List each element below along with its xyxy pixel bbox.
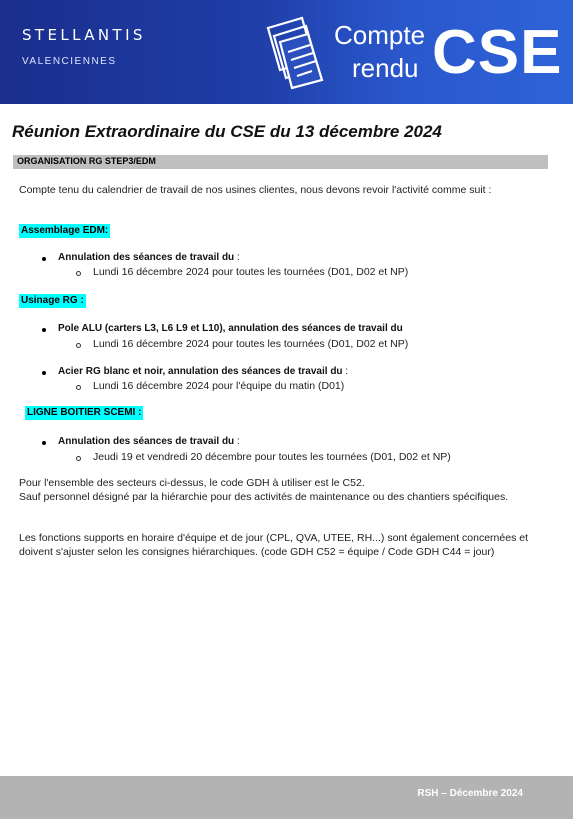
closing-line-code: Pour l'ensemble des secteurs ci-dessus, le code GDH à utiliser est le C52. xyxy=(19,477,365,489)
group-item-heading: Pole ALU (carters L3, L6 L9 et L10), annulation des séances de travail du xyxy=(58,323,403,334)
section-heading: ORGANISATION RG STEP3/EDM xyxy=(17,156,156,166)
page-title: Réunion Extraordinaire du CSE du 13 décembre 2024 xyxy=(12,122,442,141)
intro-paragraph: Compte tenu du calendrier de travail de nos usines clientes, nous devons revoir l'activité comme suit : xyxy=(19,184,492,196)
group-item-detail: Lundi 16 décembre 2024 pour l'équipe du matin (D01) xyxy=(93,380,345,392)
sub-bullet-icon xyxy=(76,271,81,276)
header-tagline-rendu: rendu xyxy=(352,53,419,83)
bullet-icon xyxy=(42,328,46,332)
group-label-usinage: Usinage RG : xyxy=(21,295,84,306)
footer-text: RSH – Décembre 2024 xyxy=(417,788,523,799)
group-label-assemblage: Assemblage EDM: xyxy=(21,225,109,236)
closing-paragraph-2: Les fonctions supports en horaire d'équipe et de jour (CPL, QVA, UTEE, RH...) sont également concernées et doivent s'ajuster selon les consignes hiérarchiques. (code GDH C52 = équipe / Code GDH C44 = jour) xyxy=(19,532,528,558)
bullet-icon xyxy=(42,441,46,445)
group-item-detail: Lundi 16 décembre 2024 pour toutes les tournées (D01, D02 et NP) xyxy=(93,338,409,350)
group-label-ligne-boitier: LIGNE BOITIER SCEMI : xyxy=(27,407,142,418)
header-acronym: CSE xyxy=(432,18,563,87)
group-item-heading: Acier RG blanc et noir, annulation des séances de travail du : xyxy=(58,366,349,377)
footer-bar xyxy=(0,776,573,819)
brand-logo: STELLANTIS xyxy=(22,26,146,44)
group-item-heading: Annulation des séances de travail du : xyxy=(58,252,240,263)
header-tagline-compte: Compte xyxy=(334,20,426,50)
group-item-heading: Annulation des séances de travail du : xyxy=(58,436,240,447)
sub-bullet-icon xyxy=(76,343,81,348)
sub-bullet-icon xyxy=(76,385,81,390)
bullet-icon xyxy=(42,371,46,375)
site-name: VALENCIENNES xyxy=(22,56,117,67)
closing-line-exception: Sauf personnel désigné par la hiérarchie pour des activités de maintenance ou des chantiers spécifiques. xyxy=(19,491,509,503)
closing-paragraph-1 xyxy=(19,476,539,504)
section-heading-bar xyxy=(13,155,548,169)
header-banner xyxy=(0,0,573,104)
group-item-detail: Jeudi 19 et vendredi 20 décembre pour toutes les tournées (D01, D02 et NP) xyxy=(93,451,451,463)
document-icon xyxy=(262,10,328,94)
group-item-detail: Lundi 16 décembre 2024 pour toutes les tournées (D01, D02 et NP) xyxy=(93,266,409,278)
bullet-icon xyxy=(42,257,46,261)
sub-bullet-icon xyxy=(76,456,81,461)
